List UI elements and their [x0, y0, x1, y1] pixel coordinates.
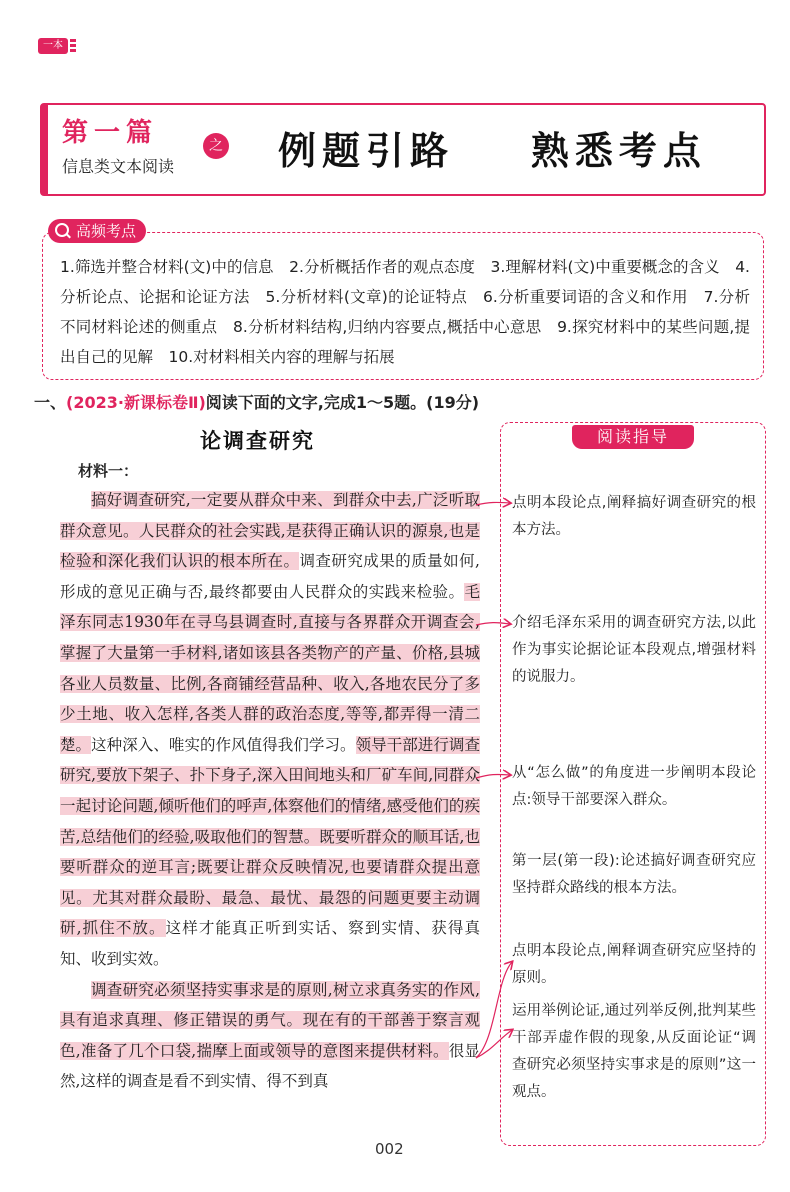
arrow-3	[476, 774, 510, 778]
p1-segment: 这样才能真正听到实话、察到实情、获得真知、收到实效。	[60, 919, 480, 968]
part-title: 第一篇	[62, 118, 159, 148]
question-header: 一、(2023·新课标卷Ⅱ)阅读下面的文字,完成1～5题。(19分)	[34, 393, 480, 412]
guide-note-3: 从“怎么做”的角度进一步阐明本段论点:领导干部要深入群众。	[512, 765, 756, 808]
arrow-4	[476, 962, 512, 1058]
guide-note-5: 点明本段论点,阐释调查研究应坚持的原则。	[512, 943, 756, 986]
arrow-2	[476, 623, 510, 625]
material-label: 材料一：	[78, 462, 139, 480]
p2-segment: 现在有的干部善于察言观色,准备了几个口袋,揣摩上面或领导的意图来提供材料。	[60, 1011, 480, 1060]
page-number: 002	[375, 1140, 404, 1158]
p1-segment: 毛泽东同志1930年在寻乌县调查时,直接与各界群众开调查会,掌握了大量第一手材料,诸如该县各类物产的产量、价格,县城各业人员数量、比例,各商铺经营品种、收入,各地农民分了多少土地、收入怎样,各类人群的政治态度,等等,都弄得一清二楚。	[60, 582, 480, 754]
arrow-1	[476, 502, 510, 505]
p1-segment: 领导干部进行调查研究,要放下架子、扑下身子,深入田间地头和厂矿车间,同群众一起讨论问题,倾听他们的呼声,体察他们的情绪,感受他们的疾苦,总结他们的经验,吸取他们的智慧。	[60, 735, 480, 846]
guide-note-4: 第一层(第一段):论述搞好调查研究应坚持群众路线的根本方法。	[512, 853, 756, 896]
p1-segment: 既要听群众的顺耳话,也要听群众的逆耳言;既要让群众反映情况,也要请群众提出意见。尤其对群众最盼、最急、最忧、最怨的问题更要主动调研,抓住不放。	[60, 827, 480, 938]
p1-segment: 搞好调查研究,一定要从群众中来、到群众中去,广泛听取群众意见。人民群众的社会实践,是获得正确认识的源泉,也是检验和深化我们认识的根本所在。	[60, 491, 480, 571]
brand-logo: 一本	[38, 38, 68, 54]
p2-segment: 很显然,这样的调查是看不到实情、得不到真	[60, 1041, 480, 1091]
reading-guide-label: 阅读指导	[572, 425, 694, 449]
part-subtitle: 信息类文本阅读	[62, 157, 175, 176]
page-title: 例题引路 熟悉考点	[278, 128, 707, 173]
frequent-points-label: 高频考点	[48, 219, 146, 243]
article-title: 论调查研究	[200, 429, 315, 453]
p2-segment: 调查研究必须坚持实事求是的原则,树立求真务实的作风,具有追求真理、修正错误的勇气。	[60, 980, 480, 1030]
p1-segment: 这种深入、唯实的作风值得我们学习。	[91, 735, 356, 754]
guide-note-6: 运用举例论证,通过列举反例,批判某些干部弄虚作假的现象,从反面论证“调查研究必须坚持实事求是的原则”这一观点。	[512, 1003, 756, 1100]
question-source: (2023·新课标卷Ⅱ)	[66, 393, 206, 412]
connector-badge: 之	[203, 133, 229, 159]
frequent-points-text: 1.筛选并整合材料(文)中的信息 2.分析概括作者的观点态度 3.理解材料(文)中重要概念的含义 4.分析论点、论据和论证方法 5.分析材料(文章)的论证特点 6.分析重要词语的含义和作用 7.分析不同材料论述的侧重点 8.分析材料结构,归纳内容要点,概括中心意思 9.探究材料中的某些问题,提出自己的见解 10.对材料相关内容的理解与拓展	[60, 258, 750, 366]
guide-note-1: 点明本段论点,阐释搞好调查研究的根本方法。	[512, 495, 756, 538]
guide-note-2: 介绍毛泽东采用的调查研究方法,以此作为事实论据论证本段观点,增强材料的说服力。	[512, 615, 756, 685]
p1-segment: 调查研究成果的质量如何,形成的意见正确与否,最终都要由人民群众的实践来检验。	[60, 552, 480, 601]
arrow-5	[476, 1030, 512, 1058]
